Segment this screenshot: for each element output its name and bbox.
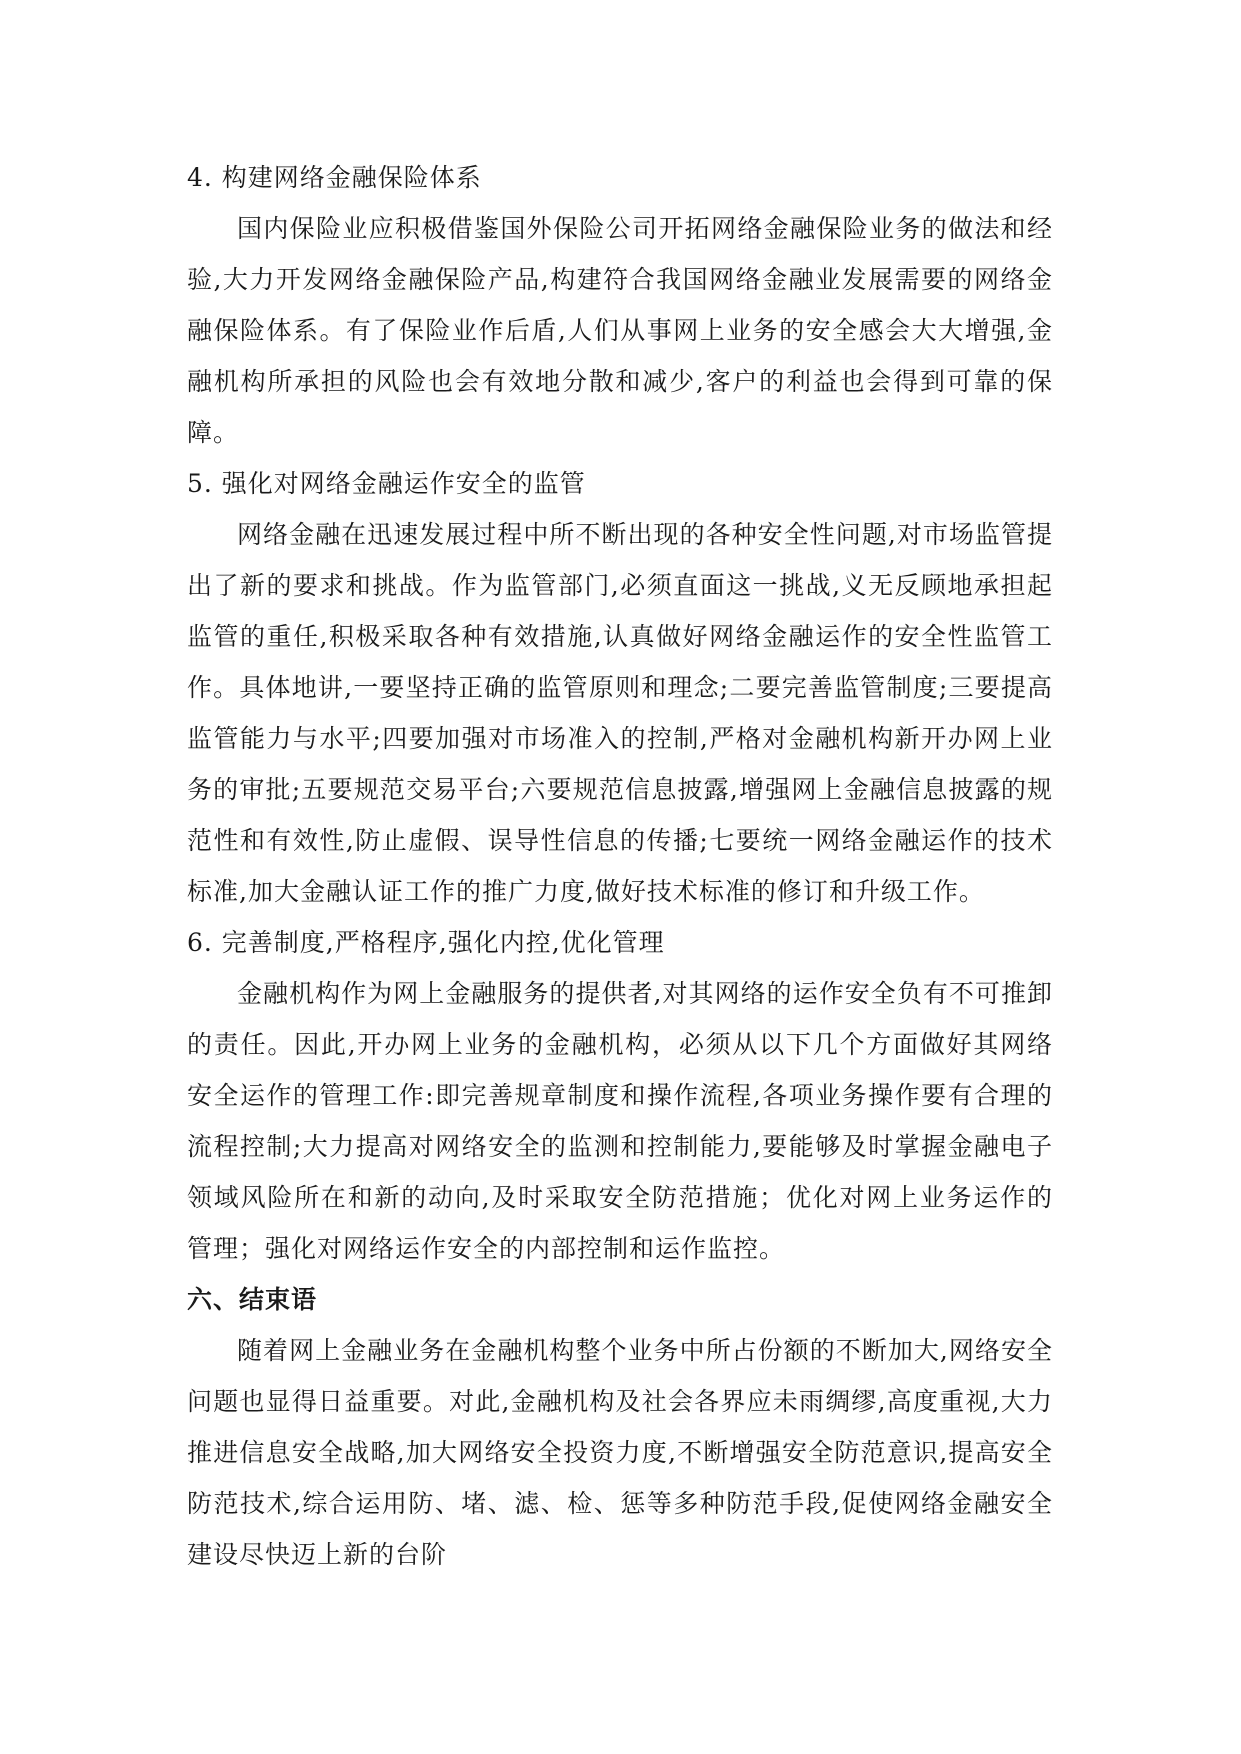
section-conclusion-title: 六、结束语: [187, 1285, 318, 1314]
document-body: [187, 152, 1053, 1580]
heading-4: 4. 构建网络金融保险体系: [187, 163, 482, 192]
para-conclusion: 随着网上金融业务在金融机构整个业务中所占份额的不断加大,网络安全问题也显得日益重要。对此,金融机构及社会各界应未雨绸缪,高度重视,大力推进信息安全战略,加大网络安全投资力度,不断增强安全防范意识,提高安全防范技术,综合运用防、堵、滤、检、惩等多种防范手段,促使网络金融安全建设尽快迈上新的台阶: [187, 1336, 1053, 1569]
para-insurance: 国内保险业应积极借鉴国外保险公司开拓网络金融保险业务的做法和经验,大力开发网络金融保险产品,构建符合我国网络金融业发展需要的网络金融保险体系。有了保险业作后盾,人们从事网上业务的安全感会大大增强,金融机构所承担的风险也会有效地分散和减少,客户的利益也会得到可靠的保障。: [187, 214, 1053, 447]
heading-6: 6. 完善制度,严格程序,强化内控,优化管理: [187, 928, 665, 957]
para-management: 金融机构作为网上金融服务的提供者,对其网络的运作安全负有不可推卸的责任。因此,开办网上业务的金融机构，必须从以下几个方面做好其网络安全运作的管理工作:即完善规章制度和操作流程,各项业务操作要有合理的流程控制;大力提高对网络安全的监测和控制能力,要能够及时掌握金融电子领域风险所在和新的动向,及时采取安全防范措施；优化对网上业务运作的管理；强化对网络运作安全的内部控制和运作监控。: [187, 979, 1053, 1263]
para-supervision: 网络金融在迅速发展过程中所不断出现的各种安全性问题,对市场监管提出了新的要求和挑战。作为监管部门,必须直面这一挑战,义无反顾地承担起监管的重任,积极采取各种有效措施,认真做好网络金融运作的安全性监管工作。具体地讲,一要坚持正确的监管原则和理念;二要完善监管制度;三要提高监管能力与水平;四要加强对市场准入的控制,严格对金融机构新开办网上业务的审批;五要规范交易平台;六要规范信息披露,增强网上金融信息披露的规范性和有效性,防止虚假、误导性信息的传播;七要统一网络金融运作的技术标准,加大金融认证工作的推广力度,做好技术标准的修订和升级工作。: [187, 520, 1053, 906]
heading-5: 5. 强化对网络金融运作安全的监管: [187, 469, 586, 498]
